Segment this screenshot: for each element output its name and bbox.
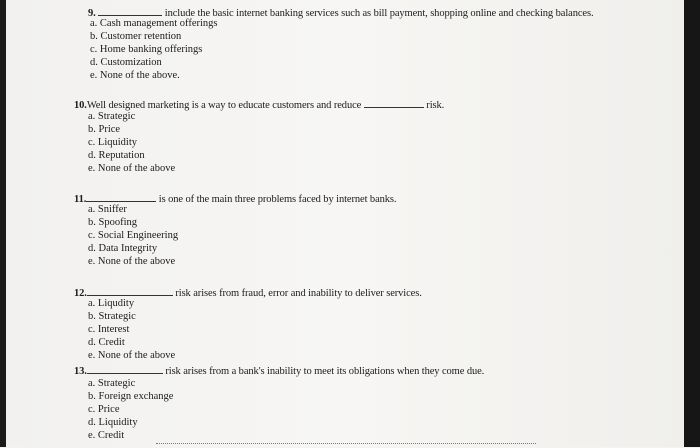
question-13-option-d: d. Liquidity bbox=[88, 417, 138, 428]
question-10-option-b: b. Price bbox=[88, 124, 121, 135]
question-13-option-a: a. Strategic bbox=[88, 378, 136, 389]
question-11-text: is one of the main three problems faced by internet banks. bbox=[158, 194, 397, 205]
question-12-text: risk arises from fraud, error and inability to deliver services. bbox=[175, 288, 422, 299]
question-13-number: 13. bbox=[74, 366, 87, 377]
question-12-option-c: c. Interest bbox=[88, 324, 130, 335]
question-13-blank bbox=[87, 364, 163, 374]
question-12-blank bbox=[87, 286, 173, 296]
question-11-option-d: d. Data Integrity bbox=[88, 243, 158, 254]
question-9-option-b: b. Customer retention bbox=[90, 31, 182, 42]
question-9-number: 9. bbox=[88, 8, 96, 19]
question-10-option-c: c. Liquidity bbox=[88, 137, 137, 148]
question-12-option-b: b. Strategic bbox=[88, 311, 136, 322]
cut-off-text-edge bbox=[156, 443, 536, 448]
question-11-blank bbox=[86, 192, 156, 202]
question-11-option-b: b. Spoofing bbox=[88, 217, 138, 228]
question-13-option-c: c. Price bbox=[88, 404, 120, 415]
question-10-option-d: d. Reputation bbox=[88, 150, 145, 161]
question-11-option-a: a. Sniffer bbox=[88, 204, 127, 215]
question-10-stem bbox=[74, 98, 444, 112]
question-13-option-e: e. Credit bbox=[88, 430, 125, 441]
document-page bbox=[6, 0, 684, 447]
question-10-blank bbox=[364, 98, 424, 108]
question-13-option-b: b. Foreign exchange bbox=[88, 391, 174, 402]
question-10-option-a: a. Strategic bbox=[88, 111, 136, 122]
question-9-option-e: e. None of the above. bbox=[90, 70, 180, 81]
question-11-option-c: c. Social Engineering bbox=[88, 230, 179, 241]
question-13-stem bbox=[74, 364, 484, 378]
question-9-text: include the basic internet banking services such as bill payment, shopping online and checking balances. bbox=[164, 8, 594, 19]
question-10-text-after: risk. bbox=[426, 100, 445, 111]
question-12-number: 12. bbox=[74, 288, 87, 299]
question-9-option-a: a. Cash management offerings bbox=[90, 18, 218, 29]
question-10-number: 10. bbox=[74, 100, 87, 111]
question-13-text: risk arises from a bank's inability to meet its obligations when they come due. bbox=[165, 366, 485, 377]
question-11-option-e: e. None of the above bbox=[88, 256, 176, 267]
question-9-option-d: d. Customization bbox=[90, 57, 162, 68]
question-10-text-before: Well designed marketing is a way to educate customers and reduce bbox=[86, 100, 362, 111]
photo-frame-right bbox=[684, 0, 700, 447]
question-12-option-a: a. Liqudity bbox=[88, 298, 135, 309]
question-12-option-e: e. None of the above bbox=[88, 350, 176, 361]
question-9-option-c: c. Home banking offerings bbox=[90, 44, 203, 55]
question-9-blank bbox=[98, 6, 162, 16]
question-12-option-d: d. Credit bbox=[88, 337, 125, 348]
question-11-number: 11. bbox=[74, 194, 87, 205]
question-10-option-e: e. None of the above bbox=[88, 163, 176, 174]
